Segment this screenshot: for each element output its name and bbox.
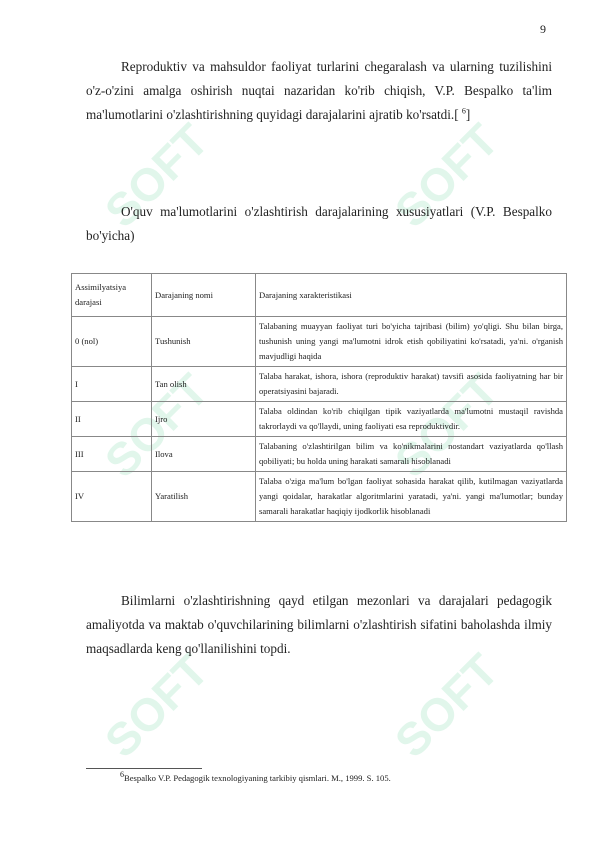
level-cell: I (72, 367, 152, 402)
column-header: Darajaning xarakteristikasi (256, 274, 567, 317)
column-header: Darajaning nomi (152, 274, 256, 317)
table-row (72, 472, 567, 522)
table-title: O'quv ma'lumotlarini o'zlashtirish darajalarining xususiyatlari (V.P. Bespalko bo'yicha) (86, 204, 552, 243)
svg-text:SOFT: SOFT (94, 113, 205, 230)
level-cell: IV (72, 472, 152, 522)
level-name-cell: Yaratilish (152, 472, 256, 522)
level-name-cell: Ilova (152, 437, 256, 472)
level-description-cell: Talaba oldindan ko'rib chiqilgan tipik vaziyatlarda ma'lumotni mustaqil ravishda takrorlaydi va qo'llaydi, uning faoliyati esa reproduktivdir. (256, 402, 567, 437)
level-description-cell: Talabaning o'zlashtirilgan bilim va ko'nikmalarini nostandart vaziyatlarda qo'llash qobiliyati; bu holda uning harakati samarali hisoblanadi (256, 437, 567, 472)
footnote-ref[interactable]: 6 (461, 106, 466, 116)
svg-text:SOFT: SOFT (384, 363, 495, 480)
levels-table (71, 273, 567, 522)
level-description-cell: Talaba harakat, ishora, ishora (reproduktiv harakat) tavsifi asosida faoliyatning har bir operatsiyasini bajaradi. (256, 367, 567, 402)
level-cell: III (72, 437, 152, 472)
footnote-number: 6 (120, 770, 124, 780)
column-header: Assimilyatsiya darajasi (72, 274, 152, 317)
level-description-cell: Talaba o'ziga ma'lum bo'lgan faoliyat sohasida harakat qilib, kutilmagan vaziyatlarda yangi qoidalar, harakatlar algoritmlarini yaratadi, ya'ni. yangi ma'lumotlar; bunday samarali harakatlar haqiqiy ijodkorlik hisoblanadi (256, 472, 567, 522)
closing-paragraph: Bilimlarni o'zlashtirishning qayd etilgan mezonlari va darajalari pedagogik amaliyotda va maktab o'quvchilarining bilimlarni o'zlashtirish sifatini baholashda ilmiy maqsadlarda keng qo'llanilishini topdi. (86, 593, 552, 656)
level-name-cell: Tan olish (152, 367, 256, 402)
level-name-cell: Ijro (152, 402, 256, 437)
footnote (120, 770, 391, 783)
level-cell: II (72, 402, 152, 437)
level-name-cell: Tushunish (152, 317, 256, 367)
svg-text:SOFT: SOFT (384, 643, 495, 760)
footnote-text: Bespalko V.P. Pedagogik texnologiyaning tarkibiy qismlari. M., 1999. S. 105. (124, 773, 391, 783)
table-row (72, 402, 567, 437)
svg-text:SOFT: SOFT (384, 113, 495, 230)
footnote-divider (86, 768, 202, 769)
table-header-row (72, 274, 567, 317)
svg-text:SOFT: SOFT (94, 363, 205, 480)
level-cell: 0 (nol) (72, 317, 152, 367)
svg-text:SOFT: SOFT (94, 643, 205, 760)
table-row (72, 437, 567, 472)
intro-paragraph: Reproduktiv va mahsuldor faoliyat turlarini chegaralash va ularning tuzilishini o'z-o'zini amalga oshirish nuqtai nazaridan ko'rib chiqish, V.P. Bespalko ta'lim ma'lumotlarini o'zlashtirishning quyidagi darajalarini ajratib ko'rsatdi.[ $^6$] (86, 59, 552, 122)
page-number: 9 (540, 22, 546, 36)
table-row (72, 317, 567, 367)
level-description-cell: Talabaning muayyan faoliyat turi bo'yicha tajribasi (bilim) yo'qligi. Shu bilan birga, tushunish uning yangi ma'lumotni idrok etish qobiliyatini ko'rsatadi, ya'ni. o'rganish mavjudligi haqida (256, 317, 567, 367)
table-row (72, 367, 567, 402)
